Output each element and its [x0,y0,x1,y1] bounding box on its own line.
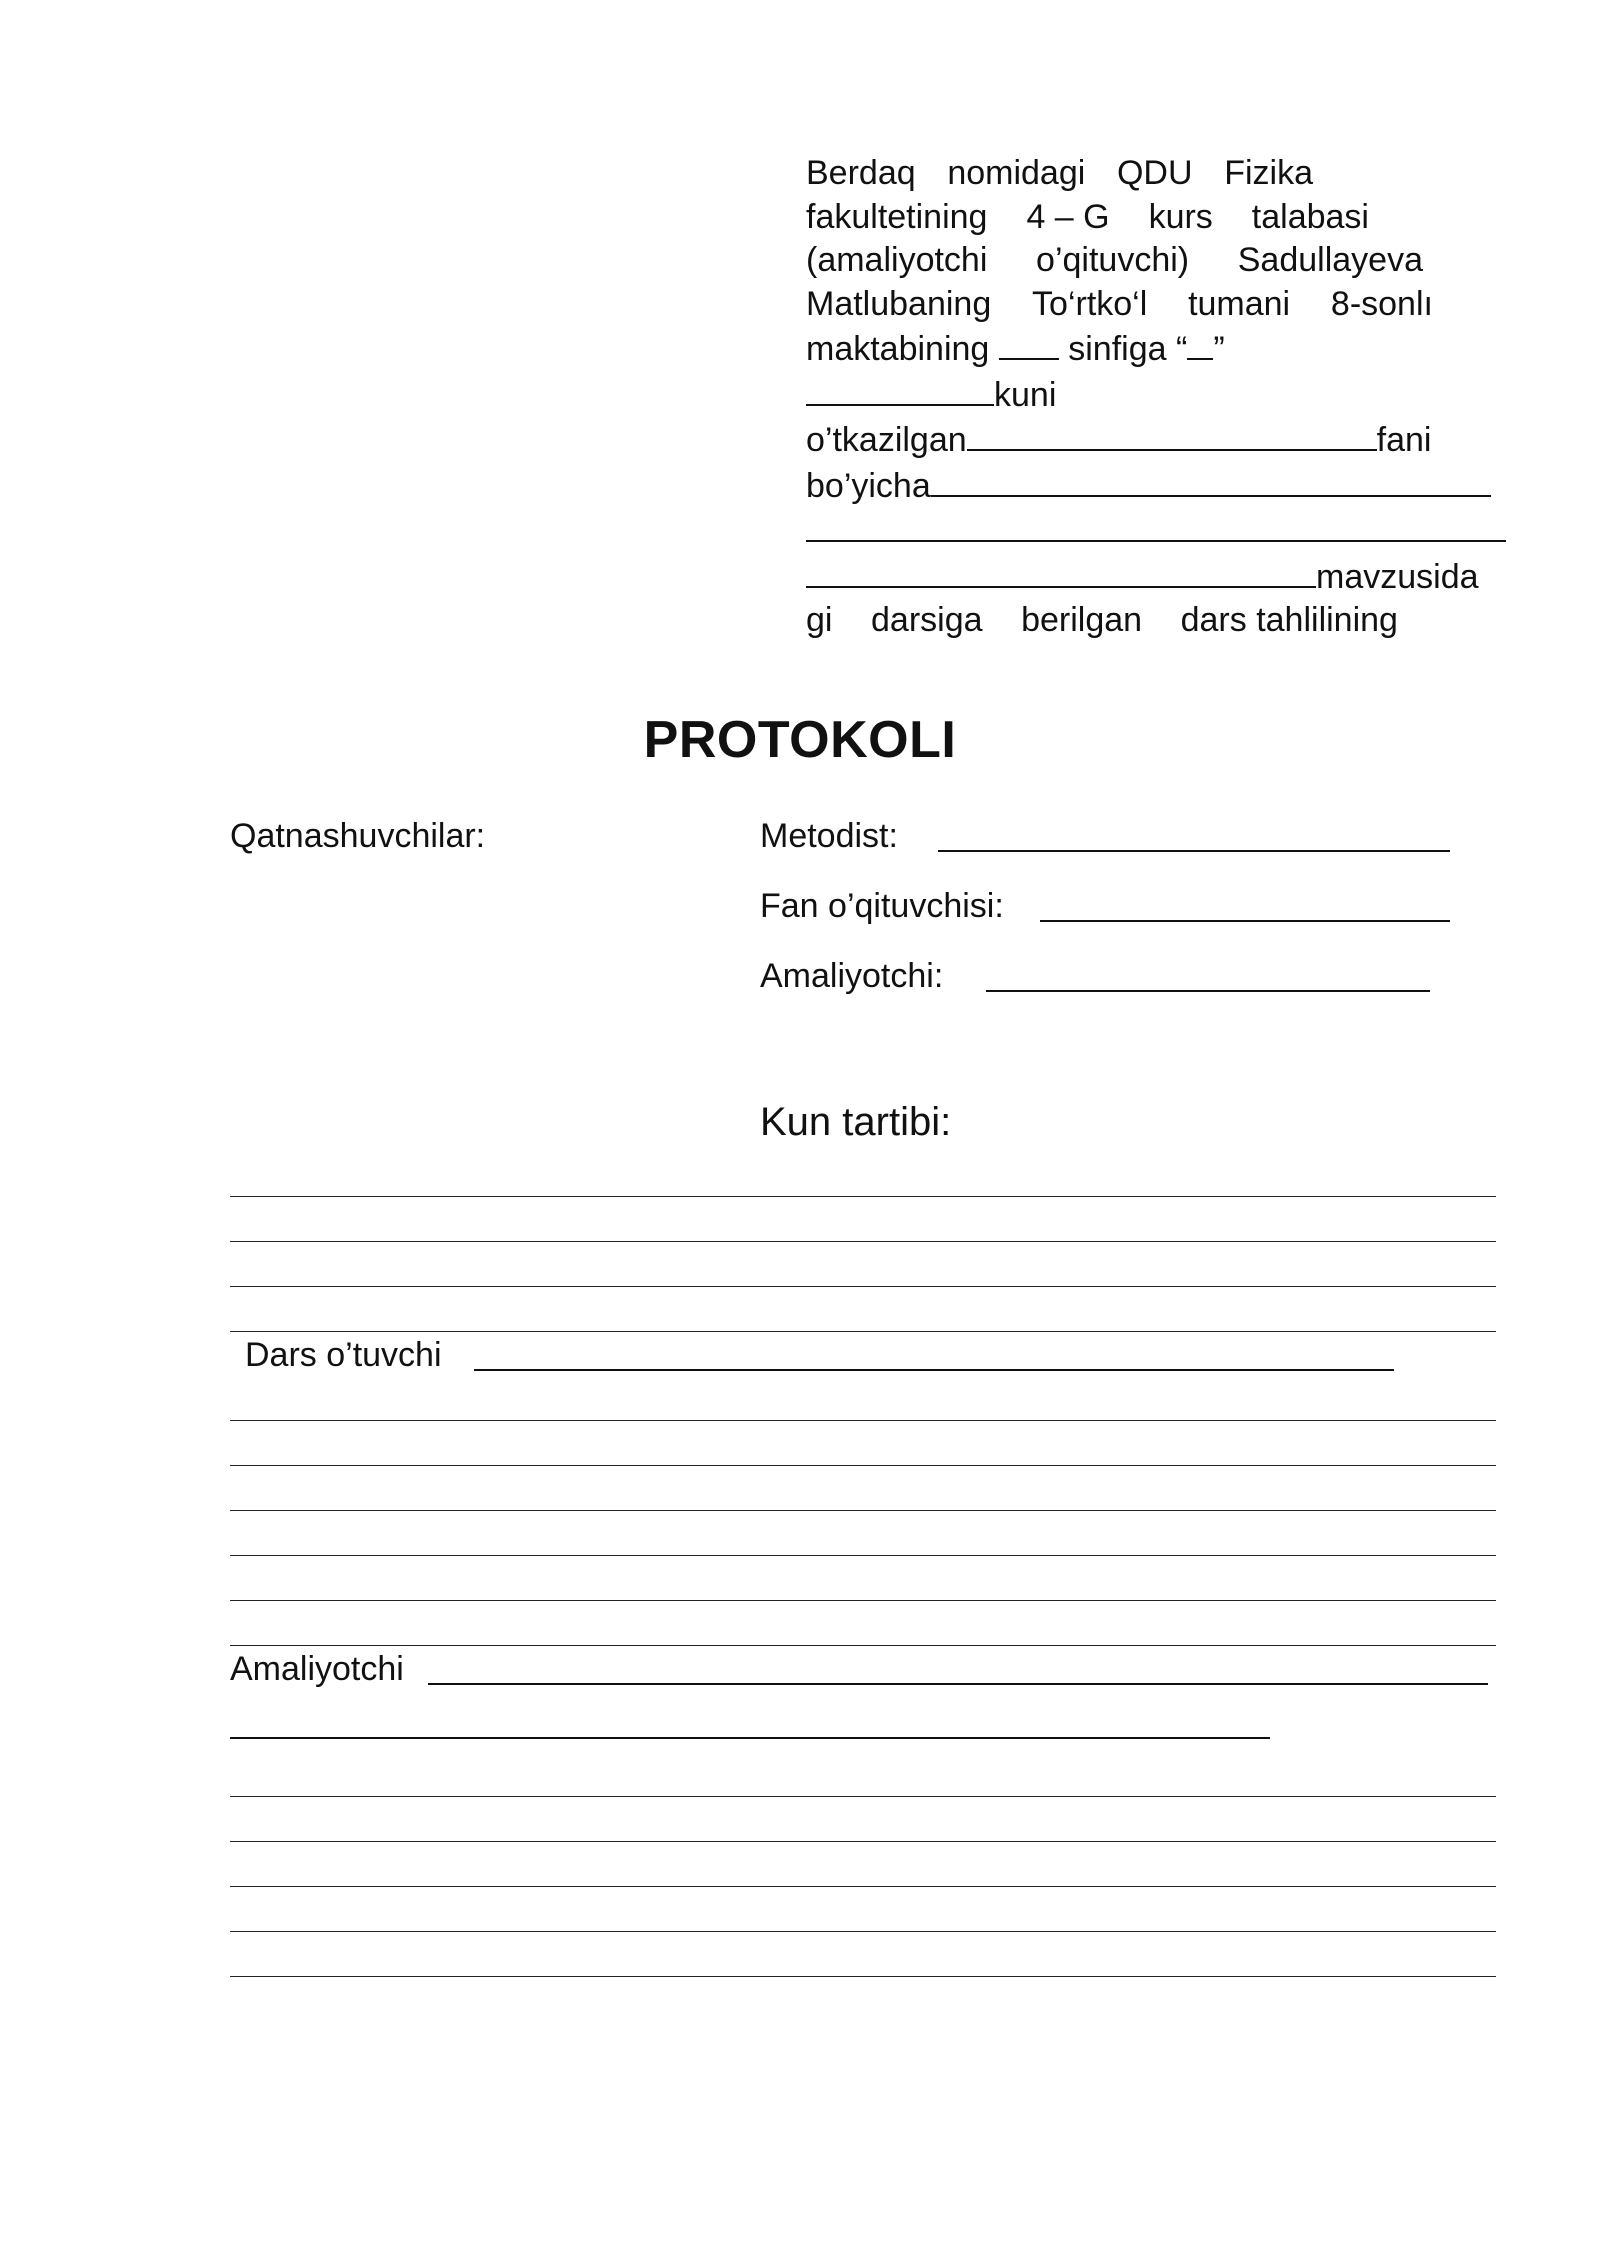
writing-line[interactable] [230,1555,1496,1556]
writing-line[interactable] [230,1931,1496,1932]
header-line-5 [806,326,1516,372]
methodist-field[interactable] [938,850,1450,852]
header-word: nomidagi [947,154,1086,192]
topic-blank-1[interactable] [931,463,1491,497]
header-line-11 [806,599,1398,643]
agenda-label: Kun tartibi: [760,1100,952,1144]
page-title: PROTOKOLI [643,711,957,769]
header-word: o’tkazilgan [806,421,967,459]
header-line-1 [806,152,1313,196]
teacher-label: Fan o’qituvchisi: [760,887,1004,925]
month-blank[interactable] [806,372,994,406]
writing-line[interactable] [230,1841,1496,1842]
header-line-6 [806,372,1516,418]
writing-line[interactable] [230,1886,1496,1887]
header-word: Berdaq [806,154,916,192]
header-word: o’qituvchi) [1036,241,1190,279]
writing-line[interactable] [230,1420,1496,1421]
topic-blank-2[interactable] [806,508,1506,542]
header-word: To‘rtko‘l [1032,284,1148,323]
header-word: fani [1376,421,1432,459]
writing-line[interactable] [230,1465,1496,1466]
header-word: Fizika [1224,154,1313,192]
header-word: bo’yicha [806,466,931,505]
methodist-label: Metodist: [760,817,898,855]
writing-line[interactable] [230,1976,1496,1977]
writing-line[interactable] [230,1241,1496,1242]
header-word: fakultetining [806,197,988,236]
writing-line[interactable] [230,1510,1496,1511]
writing-line[interactable] [230,1645,1496,1646]
header-word: 4 – G [1026,197,1110,236]
header-word: sinfiga “ [1068,330,1188,368]
header-word: maktabining [806,330,990,368]
writing-line[interactable] [230,1196,1496,1197]
header-line-10 [806,554,1516,600]
practitioner-field[interactable] [986,990,1430,992]
header-line-2 [806,196,1369,240]
header-word: ” [1213,330,1225,368]
header-word: tumani [1188,284,1291,323]
participants-label: Qatnashuvchilar: [230,817,486,855]
header-line-9 [806,508,1516,554]
header-word: Sadullayeva [1237,241,1423,279]
class-blank[interactable] [999,326,1059,360]
header-word: QDU [1116,154,1193,192]
header-word: dars tahlilining [1180,601,1398,639]
practitioner-section-label: Amaliyotchi [230,1650,404,1688]
header-line-4 [806,283,1433,327]
writing-line[interactable] [230,1286,1496,1287]
header-word: 8-sonlı [1330,284,1433,323]
header-line-8 [806,463,1516,509]
writing-line[interactable] [230,1600,1496,1601]
practitioner-section-field-2[interactable] [230,1737,1270,1739]
lesson-giver-label: Dars o’tuvchi [245,1336,442,1374]
day-blank[interactable] [1187,326,1213,360]
header-word: Matlubaning [806,284,992,323]
header-line-3 [806,239,1423,283]
header-word: mavzusida [1316,557,1479,596]
header-word: kuni [994,375,1057,414]
header-word: gi [806,601,833,639]
teacher-field[interactable] [1040,920,1450,922]
practitioner-label: Amaliyotchi: [760,957,944,995]
header-word: berilgan [1021,601,1143,639]
writing-line[interactable] [230,1796,1496,1797]
writing-line[interactable] [230,1331,1496,1332]
header-word: darsiga [871,601,983,639]
header-word: kurs [1148,197,1213,236]
header-word: (amaliyotchi [806,241,988,279]
header-block [806,152,1516,643]
subject-blank[interactable] [967,417,1377,451]
practitioner-section-field[interactable] [428,1683,1488,1685]
topic-blank-3[interactable] [806,554,1316,588]
header-word: talabasi [1251,197,1369,236]
lesson-giver-field[interactable] [474,1369,1394,1371]
header-line-7 [806,417,1516,463]
